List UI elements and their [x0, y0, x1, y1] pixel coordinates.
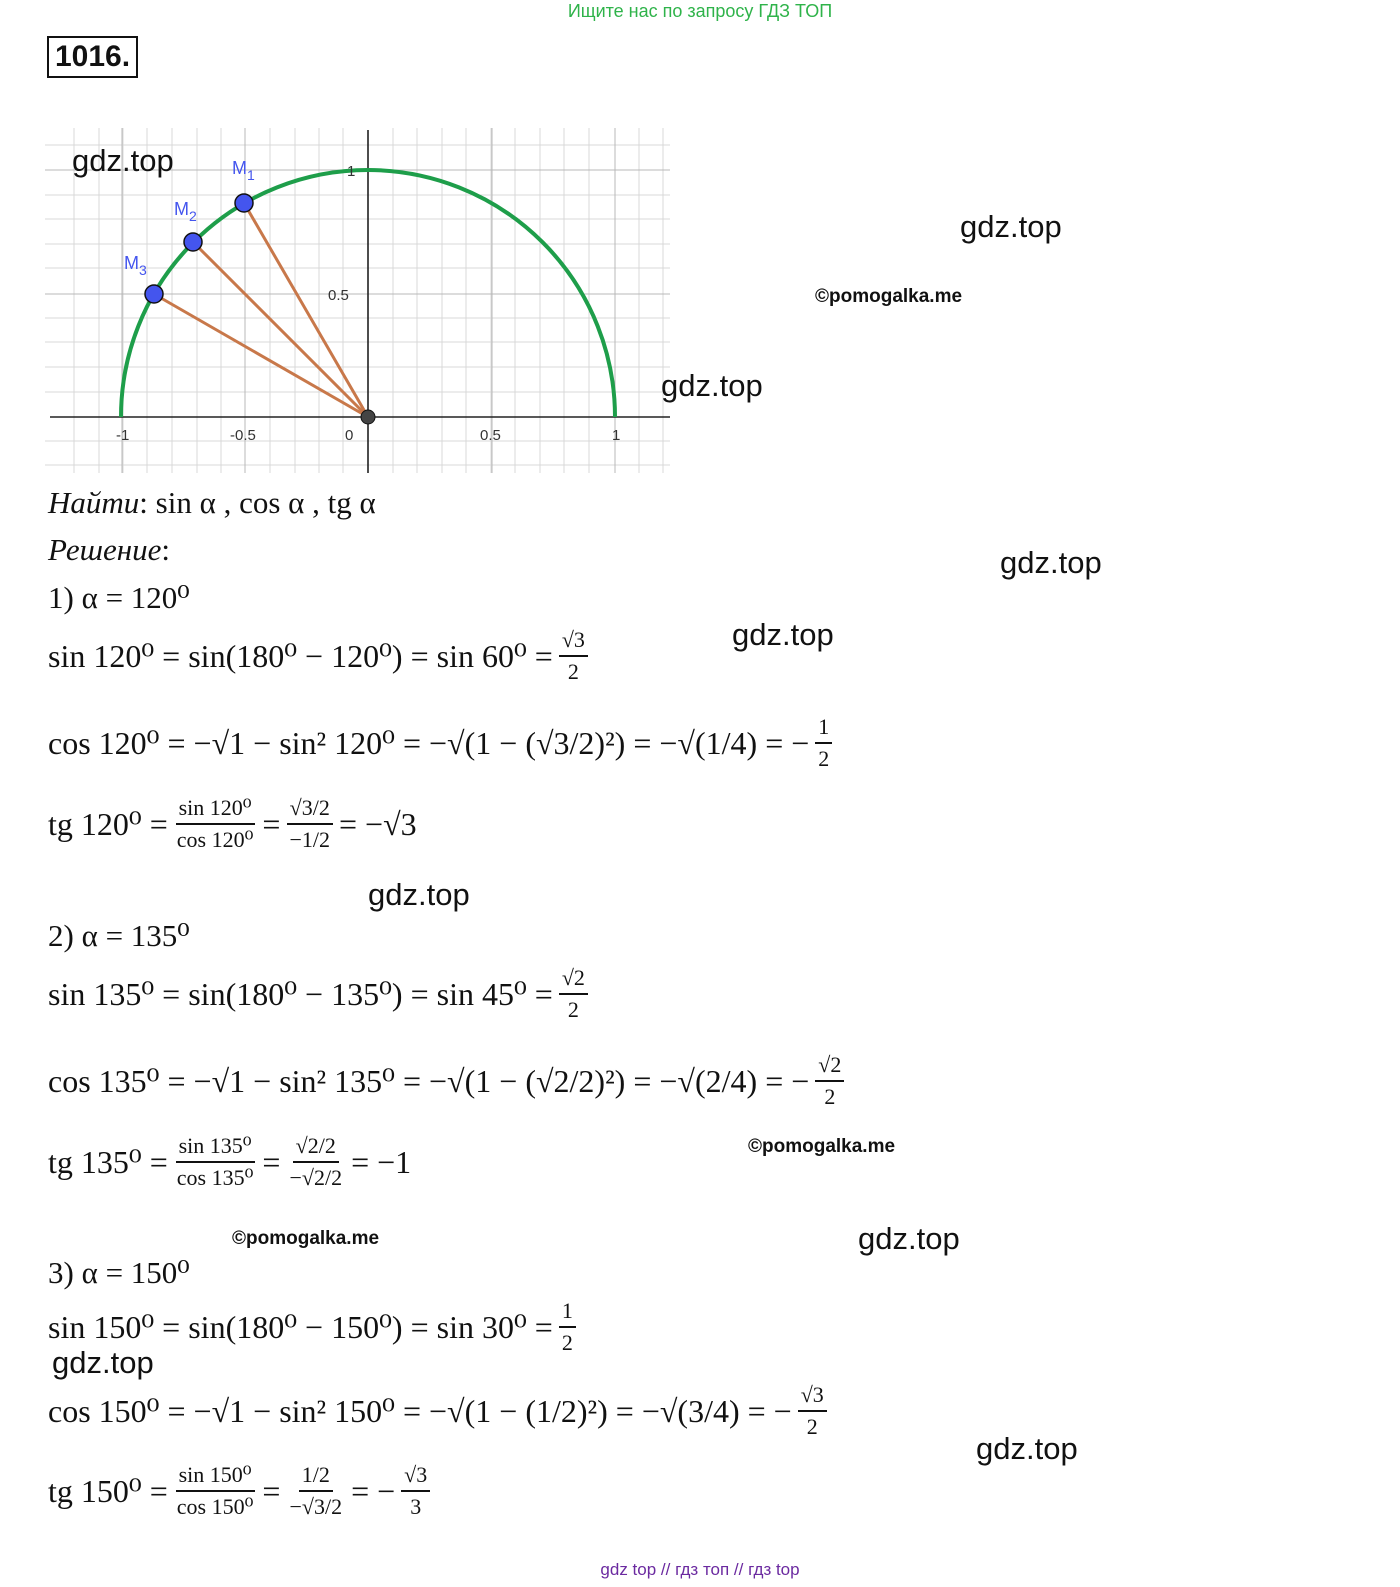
- sin-fraction: $\frac{√2}{2}$: [559, 963, 588, 1025]
- find-label: Найти: [48, 485, 140, 520]
- watermark-gdz: gdz.top: [858, 1221, 960, 1256]
- unit-circle-graph: [45, 128, 675, 478]
- point-label-m3: $M_3$: [124, 253, 147, 278]
- case-header: 2) α = 135⁰: [48, 918, 190, 953]
- point-m2: [184, 233, 202, 251]
- watermark-gdz: gdz.top: [52, 1345, 154, 1380]
- origin-point: [361, 410, 375, 424]
- tg-fraction: $\frac{1/2}{-√3/2}$: [289, 1462, 343, 1519]
- watermark-gdz: gdz.top: [368, 877, 470, 912]
- sin-line: sin 150⁰ = sin(180⁰ − 150⁰) = sin 30⁰ = $\frac{1}{2}$: [48, 1296, 582, 1358]
- point-m3: [145, 285, 163, 303]
- watermark-gdz: gdz.top: [661, 368, 763, 403]
- watermark-gdz: gdz.top: [72, 143, 174, 178]
- y-tick-label: 0.5: [328, 287, 349, 304]
- sin-line: sin 135⁰ = sin(180⁰ − 135⁰) = sin 45⁰ = $\frac{√2}{2}$: [48, 963, 594, 1025]
- case-header: 3) α = 150⁰: [48, 1255, 190, 1290]
- cos-line: cos 120⁰ = −√1 − sin² 120⁰ = −√(1 − (√3/2)²) = −√(1/4) = − $\frac{1}{2}$: [48, 712, 838, 774]
- search-banner: Ищите нас по запросу ГДЗ ТОП: [567, 1, 833, 21]
- solution-label: Решение: [48, 532, 162, 567]
- watermark-gdz: gdz.top: [976, 1431, 1078, 1466]
- find-text: : sin α , cos α , tg α: [139, 485, 376, 520]
- tg-line: tg 120⁰ = $\frac{\text{sin 120⁰}}{\text{cos 120⁰}}$ = $\frac{√3/2}{-1/2}$ = −√3: [48, 793, 417, 855]
- x-tick-label: 0.5: [480, 427, 501, 444]
- tg-line: tg 135⁰ = $\frac{\text{sin 135⁰}}{\text{cos 135⁰}}$ = $\frac{√2/2}{-√2/2}$ = −1: [48, 1131, 411, 1193]
- watermark-copyright: ©pomogalka.me: [815, 286, 963, 307]
- watermark-copyright: ©pomogalka.me: [748, 1136, 896, 1157]
- cos-fraction: $\frac{√2}{2}$: [815, 1050, 844, 1112]
- x-tick-label: -0.5: [230, 427, 256, 444]
- tg-result-fraction: $\frac{√3}{3}$: [401, 1460, 430, 1522]
- x-tick-label: 1: [612, 427, 621, 444]
- tg-fraction: $\frac{√2/2}{-√2/2}$: [289, 1133, 343, 1190]
- point-m1: [235, 194, 253, 212]
- tg-fraction: $\frac{√3/2}{-1/2}$: [286, 793, 333, 855]
- point-label-m2: $M_2$: [174, 199, 197, 224]
- cos-fraction: $\frac{1}{2}$: [815, 712, 832, 774]
- tg-line: tg 150⁰ = $\frac{\text{sin 150⁰}}{\text{cos 150⁰}}$ = $\frac{1/2}{-√3/2}$ = − $\frac{√3}{3}$: [48, 1460, 436, 1522]
- segment-m3: [154, 294, 368, 417]
- solution-line: [48, 532, 170, 568]
- tg-fraction: $\frac{\text{sin 135⁰}}{\text{cos 135⁰}}$: [176, 1133, 254, 1190]
- cos-line: cos 135⁰ = −√1 − sin² 135⁰ = −√(1 − (√2/2)²) = −√(2/4) = − $\frac{√2}{2}$: [48, 1050, 850, 1112]
- footer-links[interactable]: gdz top // гдз топ // гдз top: [600, 1560, 800, 1579]
- x-tick-label: 0: [345, 427, 354, 444]
- solution-colon: :: [161, 532, 170, 567]
- watermark-gdz: gdz.top: [960, 209, 1062, 244]
- cos-line: cos 150⁰ = −√1 − sin² 150⁰ = −√(1 − (1/2)²) = −√(3/4) = − $\frac{√3}{2}$: [48, 1380, 833, 1442]
- cos-fraction: $\frac{√3}{2}$: [798, 1380, 827, 1442]
- sin-fraction: $\frac{1}{2}$: [559, 1296, 576, 1358]
- problem-number: 1016.: [47, 36, 138, 78]
- sin-fraction: $\frac{√3}{2}$: [559, 625, 588, 687]
- x-tick-label: -1: [116, 427, 130, 444]
- watermark-gdz: gdz.top: [732, 617, 834, 652]
- sin-line: sin 120⁰ = sin(180⁰ − 120⁰) = sin 60⁰ = $\frac{√3}{2}$: [48, 625, 594, 687]
- graph-grid: [45, 128, 670, 473]
- point-label-m1: $M_1$: [232, 158, 255, 183]
- case-header: 1) α = 120⁰: [48, 580, 190, 615]
- tg-fraction: $\frac{\text{sin 120⁰}}{\text{cos 120⁰}}$: [176, 795, 254, 852]
- tg-fraction: $\frac{\text{sin 150⁰}}{\text{cos 150⁰}}$: [176, 1462, 254, 1519]
- watermark-copyright: ©pomogalka.me: [232, 1228, 380, 1249]
- y-tick-label: 1: [347, 163, 356, 180]
- watermark-gdz: gdz.top: [1000, 545, 1102, 580]
- find-line: [48, 485, 376, 521]
